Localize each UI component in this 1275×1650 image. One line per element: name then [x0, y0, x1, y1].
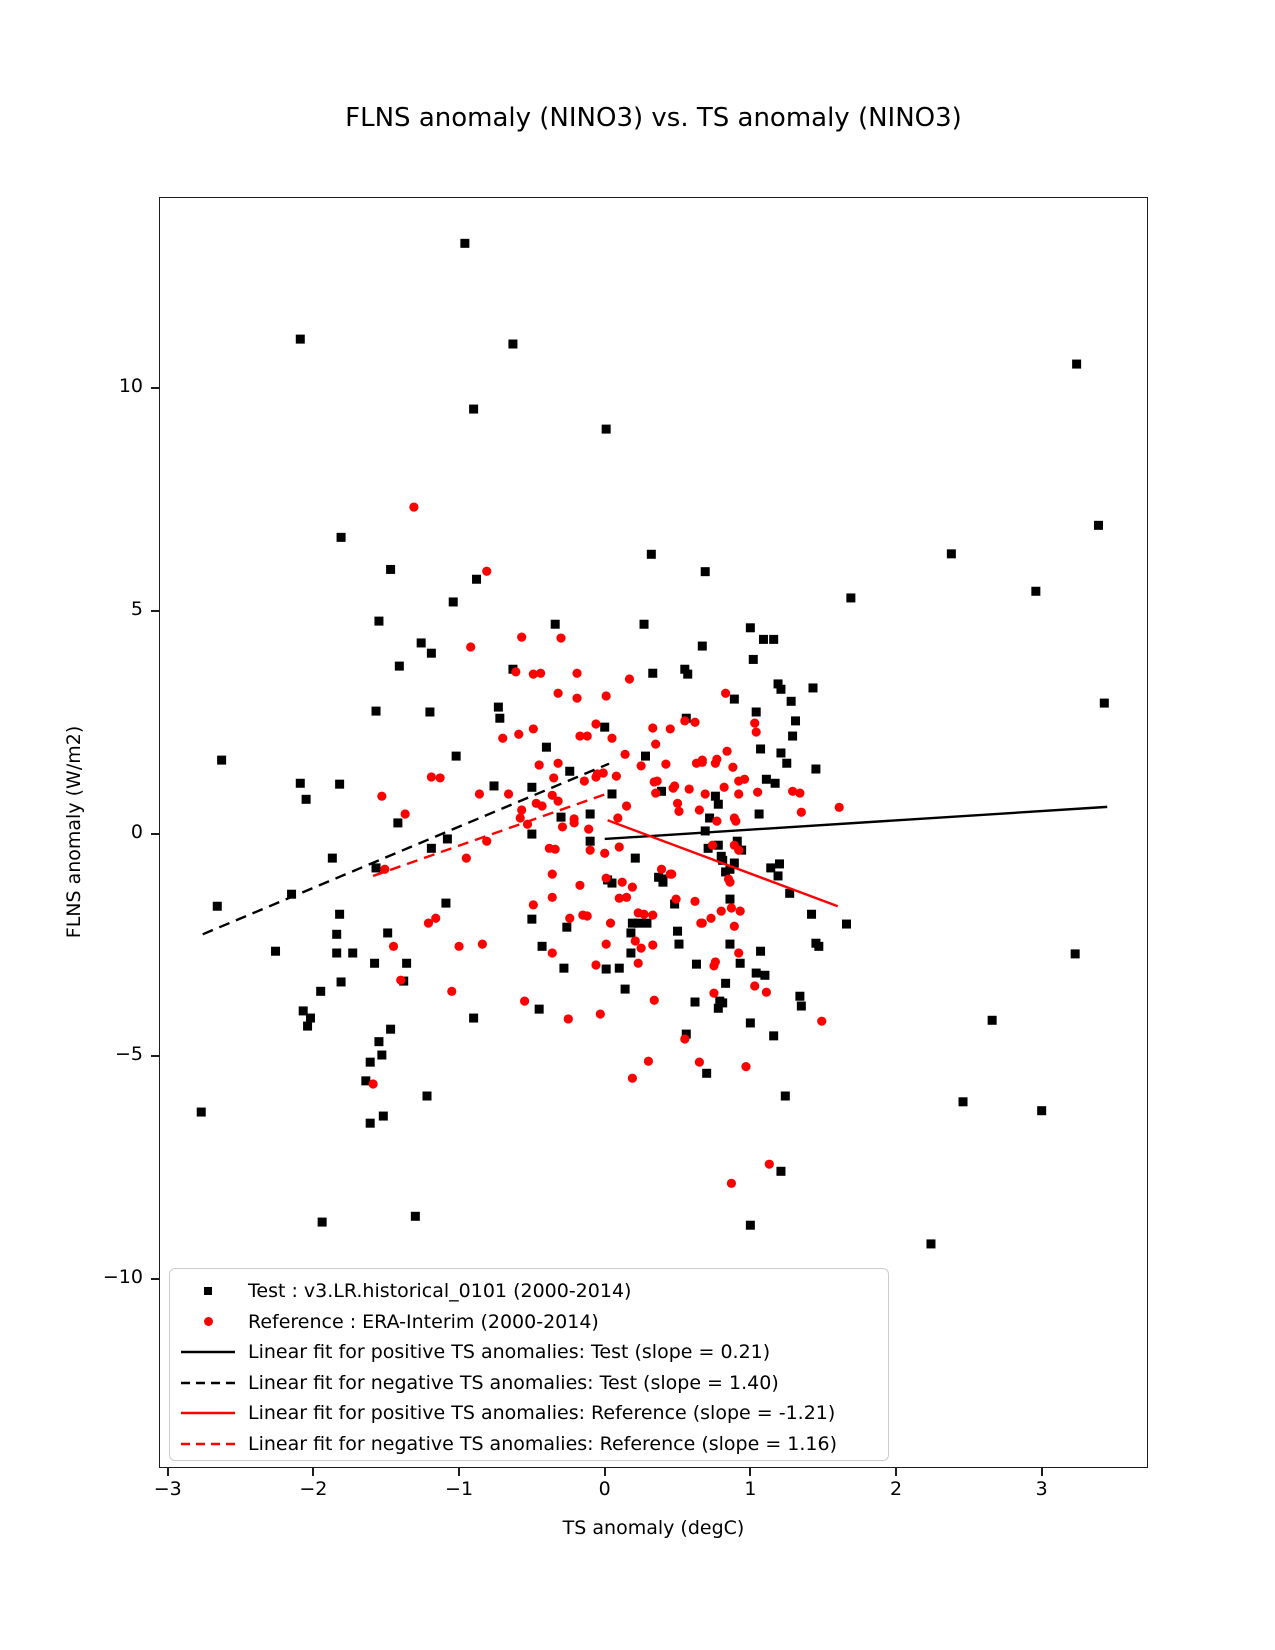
y-tick-label: 0 [130, 820, 143, 843]
x-tick-mark [167, 1468, 169, 1476]
y-tick-label: −10 [102, 1266, 143, 1289]
x-tick-mark [604, 1468, 606, 1476]
y-tick-mark [151, 387, 159, 389]
y-tick-mark [151, 1055, 159, 1057]
legend-marker-reference-dot [179, 1317, 237, 1326]
x-tick-mark [458, 1468, 460, 1476]
x-tick-label: 3 [1035, 1478, 1048, 1500]
y-tick-label: 10 [118, 375, 143, 398]
y-tick-label: 5 [130, 597, 143, 620]
x-tick-mark [312, 1468, 314, 1476]
legend-label: Linear fit for negative TS anomalies: Reference (slope = 1.16) [248, 1432, 837, 1455]
y-axis-label: FLNS anomaly (W/m2) [63, 725, 85, 939]
legend-marker-test-square [179, 1287, 237, 1295]
x-tick-label: −3 [153, 1478, 182, 1500]
y-tick-label: −5 [114, 1043, 143, 1066]
legend-item-fit-pos-reference [179, 1398, 888, 1429]
x-tick-label: 1 [744, 1478, 757, 1500]
legend-item-reference [179, 1307, 888, 1338]
x-tick-mark [1041, 1468, 1043, 1476]
legend-item-fit-neg-reference [179, 1429, 888, 1460]
legend-label: Linear fit for positive TS anomalies: Reference (slope = -1.21) [248, 1402, 836, 1425]
x-tick-mark [895, 1468, 897, 1476]
legend [169, 1268, 889, 1461]
y-tick-mark [151, 833, 159, 835]
y-tick-mark [151, 1278, 159, 1280]
legend-label: Test : v3.LR.historical_0101 (2000-2014) [248, 1280, 632, 1303]
legend-label: Linear fit for negative TS anomalies: Test (slope = 1.40) [248, 1371, 779, 1394]
legend-label: Linear fit for positive TS anomalies: Test (slope = 0.21) [248, 1341, 771, 1364]
chart-title: FLNS anomaly (NINO3) vs. TS anomaly (NINO3) [345, 103, 962, 133]
x-tick-label: 2 [889, 1478, 903, 1500]
x-tick-label: −2 [299, 1478, 328, 1500]
x-axis-label: TS anomaly (degC) [562, 1517, 745, 1539]
legend-item-test [179, 1276, 888, 1307]
y-tick-mark [151, 610, 159, 612]
legend-item-fit-neg-test [179, 1368, 888, 1399]
x-tick-mark [749, 1468, 751, 1476]
legend-label: Reference : ERA-Interim (2000-2014) [248, 1310, 599, 1333]
x-tick-label: −1 [445, 1478, 474, 1500]
legend-red-solid-line-icon [179, 1410, 237, 1416]
legend-black-dashed-line-icon [179, 1380, 237, 1386]
x-tick-label: 0 [598, 1478, 611, 1500]
legend-black-solid-line-icon [179, 1349, 237, 1355]
legend-red-dashed-line-icon [179, 1441, 237, 1447]
legend-item-fit-pos-test [179, 1337, 888, 1368]
